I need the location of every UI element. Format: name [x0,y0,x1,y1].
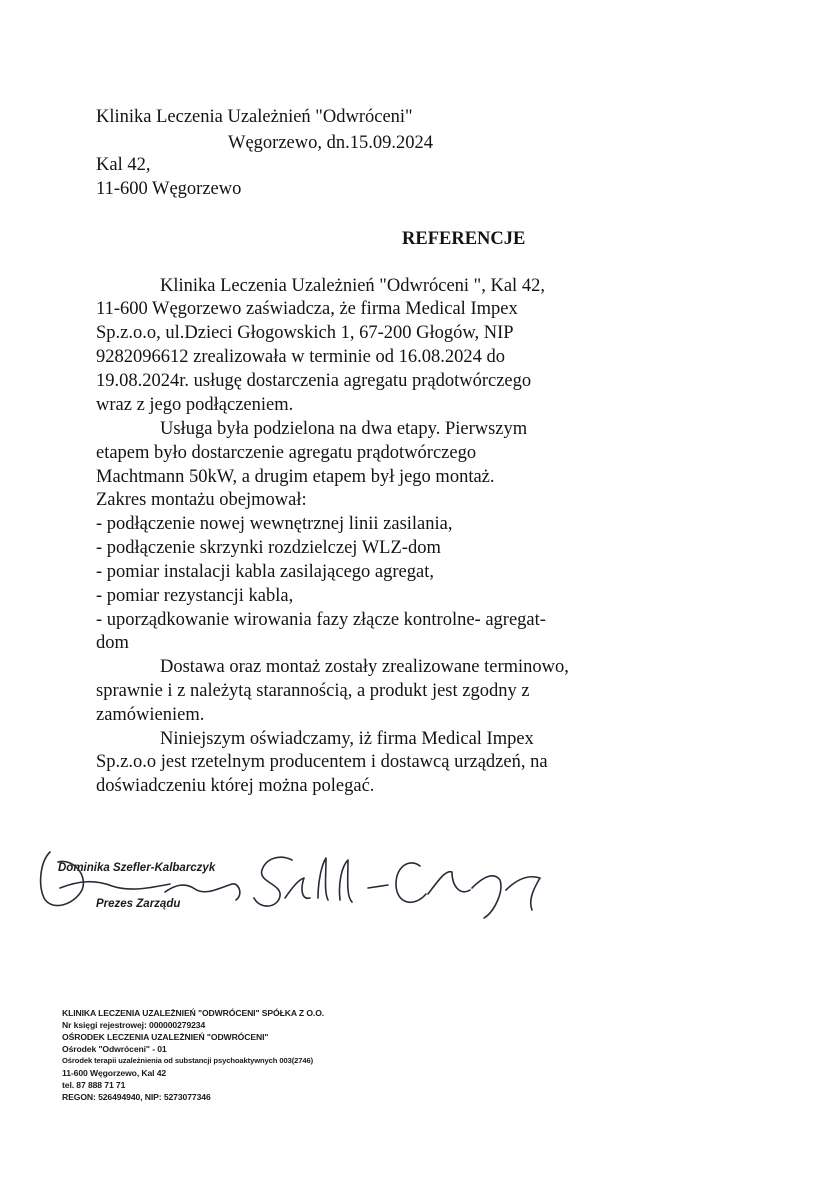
stamp-line: KLINIKA LECZENIA UZALEŻNIEŃ "ODWRÓCENI" SPÓŁKA Z O.O. [62,1008,325,1018]
stamp-line: Ośrodek "Odwróceni" - 01 [62,1044,167,1054]
list-item: - uporządkowanie wirowania fazy złącze kontrolne- agregat- [96,610,546,630]
signature-stroke [428,872,470,894]
signature-stroke [472,876,501,918]
body-line: Machtmann 50kW, a drugim etapem był jego montaż. [96,467,495,487]
stamp-line: REGON: 526494940, NIP: 5273077346 [62,1092,211,1102]
clinic-name: Klinika Leczenia Uzależnień "Odwróceni" [96,107,413,127]
signature-stroke [368,885,388,888]
body-line: Usługa była podzielona na dwa etapy. Pierwszym [160,419,528,439]
body-line: Niniejszym oświadczamy, iż firma Medical Impex [160,729,534,749]
body-line: Zakres montażu obejmował: [96,490,307,510]
list-item: - podłączenie nowej wewnętrznej linii zasilania, [96,514,453,534]
body-line: Sp.z.o.o, ul.Dzieci Głogowskich 1, 67-200 Głogów, NIP [96,323,514,343]
body-line: Klinika Leczenia Uzależnień "Odwróceni ", Kal 42, [160,276,545,296]
place-date: Węgorzewo, dn.15.09.2024 [228,133,433,153]
body-line: wraz z jego podłączeniem. [96,395,294,415]
signature-stroke [41,852,84,906]
signature-stroke [339,860,352,902]
stamp-line: tel. 87 888 71 71 [62,1080,126,1090]
signature-stroke [165,884,240,900]
address-line-1: Kal 42, [96,155,151,175]
stamp-line: Ośrodek terapii uzależnienia od substancji psychoaktywnych 003(2746) [62,1056,314,1065]
body-line: zamówieniem. [96,705,205,725]
stamp-line: Nr księgi rejestrowej: 000000279234 [62,1020,206,1030]
list-item: - podłączenie skrzynki rozdzielczej WLZ-dom [96,538,441,558]
body-line: 11-600 Węgorzewo zaświadcza, że firma Medical Impex [96,299,518,319]
signatory-role: Prezes Zarządu [96,898,181,910]
signature-stroke [318,858,328,900]
document-title: REFERENCJE [402,229,526,249]
signatory-name: Dominika Szefler-Kalbarczyk [58,862,216,874]
body-line: 9282096612 zrealizowała w terminie od 16.08.2024 do [96,347,505,367]
body-line: Dostawa oraz montaż zostały zrealizowane terminowo, [160,657,569,677]
signature-stroke [396,863,426,902]
body-line: Sp.z.o.o jest rzetelnym producentem i dostawcą urządzeń, na [96,752,548,772]
signature-stroke [60,882,170,889]
signature-stroke [254,857,292,906]
signature-stroke [506,877,540,910]
list-item: - pomiar instalacji kabla zasilającego agregat, [96,562,434,582]
address-line-2: 11-600 Węgorzewo [96,179,242,199]
list-item: - pomiar rezystancji kabla, [96,586,294,606]
body-line: sprawnie i z należytą starannością, a produkt jest zgodny z [96,681,530,701]
signature-stroke [285,878,310,898]
body-line: etapem było dostarczenie agregatu prądotwórczego [96,443,477,463]
body-line: 19.08.2024r. usługę dostarczenia agregatu prądotwórczego [96,371,532,391]
body-line: doświadczeniu której można polegać. [96,776,375,796]
list-item: dom [96,633,129,653]
stamp-line: OŚRODEK LECZENIA UZALEŻNIEŃ "ODWRÓCENI" [62,1032,269,1042]
stamp-line: 11-600 Węgorzewo, Kal 42 [62,1068,167,1078]
